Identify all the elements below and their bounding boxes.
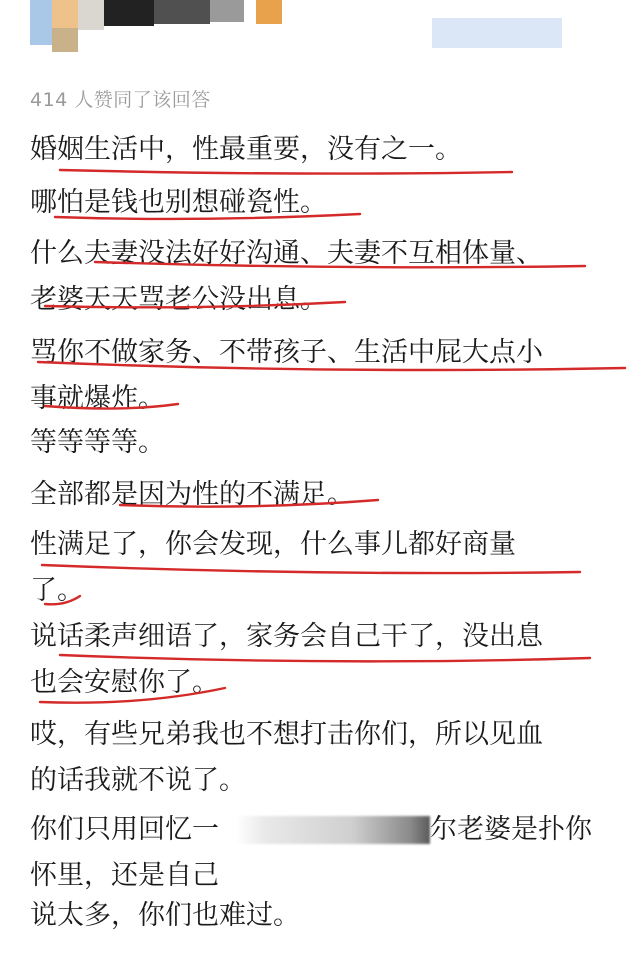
text-line: 尔老婆是扑你 xyxy=(430,814,592,845)
paragraph xyxy=(30,614,625,706)
paragraph xyxy=(30,127,625,173)
avatar-mosaic xyxy=(52,28,78,52)
text-line: 你们只用回忆一 xyxy=(30,814,219,845)
avatar-mosaic xyxy=(30,0,52,45)
username-mosaic xyxy=(154,0,210,24)
paragraph xyxy=(30,180,625,226)
username-mosaic xyxy=(104,0,154,26)
paragraph xyxy=(30,472,625,518)
text-line: 骂你不做家务、不带孩子、生活中屁大点小 xyxy=(30,337,543,368)
username-mosaic xyxy=(210,0,244,22)
text-line: 老婆天天骂老公没出息。 xyxy=(30,284,327,315)
text-line: 了。 xyxy=(30,575,84,606)
likes-count: 414 人赞同了该回答 xyxy=(30,89,211,111)
paragraph xyxy=(30,712,625,804)
text-line: 哪怕是钱也别想碰瓷性。 xyxy=(30,187,327,218)
text-line: 也会安慰你了。 xyxy=(30,667,219,698)
blurred-header xyxy=(0,0,640,80)
text-line: 的话我就不说了。 xyxy=(30,765,246,796)
text-line: 性满足了，你会发现，什么事儿都好商量 xyxy=(30,529,516,560)
paragraph xyxy=(30,893,625,939)
avatar-mosaic xyxy=(78,0,104,30)
text-line: 等等等等。 xyxy=(30,427,165,458)
text-line: 怀里，还是自己 xyxy=(30,860,219,891)
text-line: 哎，有些兄弟我也不想打击你们，所以见血 xyxy=(30,719,543,750)
text-line: 婚姻生活中，性最重要，没有之一。 xyxy=(30,134,462,165)
paragraph-tail xyxy=(430,807,630,853)
text-line: 说太多，你们也难过。 xyxy=(30,900,300,931)
paragraph xyxy=(30,522,625,614)
badge-mosaic xyxy=(256,0,282,24)
paragraph xyxy=(30,330,625,422)
paragraph xyxy=(30,231,625,323)
follow-button-mosaic xyxy=(432,18,562,48)
text-line: 事就爆炸。 xyxy=(30,383,165,414)
text-line: 说话柔声细语了，家务会自己干了，没出息 xyxy=(30,621,543,652)
text-line: 什么夫妻没法好好沟通、夫妻不互相体量、 xyxy=(30,238,543,269)
redaction-blur xyxy=(236,816,430,844)
paragraph xyxy=(30,420,625,466)
avatar-mosaic xyxy=(52,0,78,28)
text-line: 全部都是因为性的不满足。 xyxy=(30,479,354,510)
